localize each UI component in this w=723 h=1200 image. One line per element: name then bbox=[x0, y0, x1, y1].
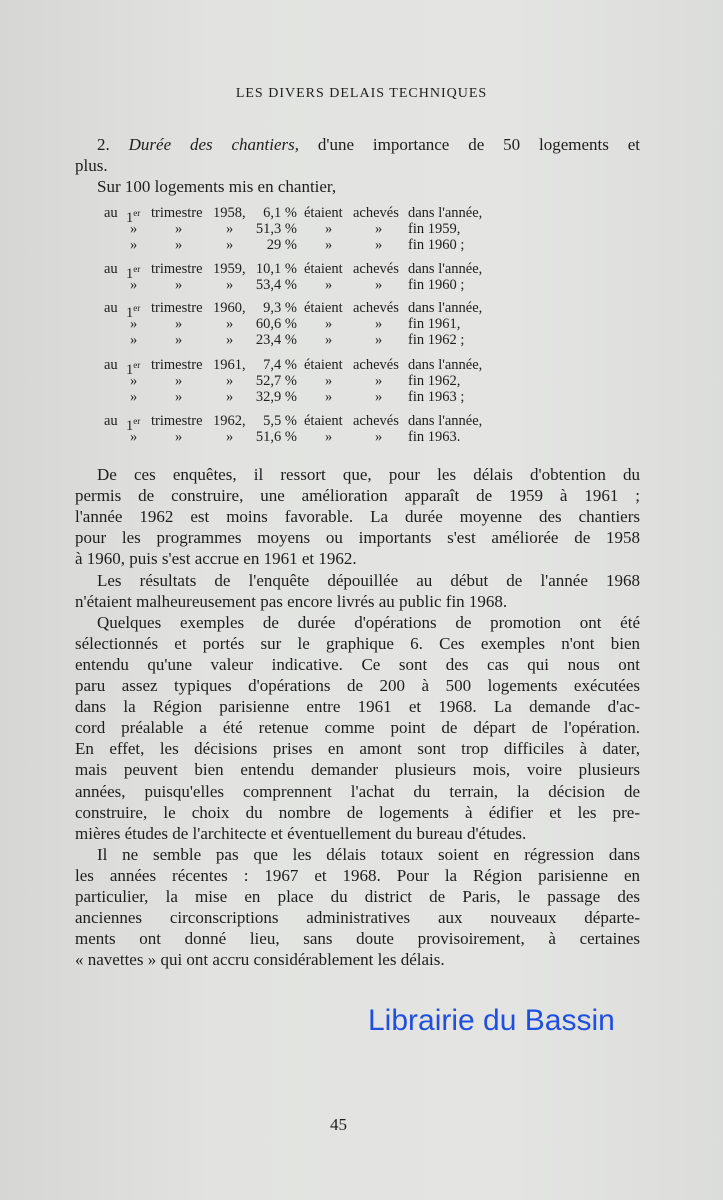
ditto-mark: » bbox=[175, 277, 183, 293]
period: fin 1960 ; bbox=[408, 277, 465, 293]
section-title-continuation: plus. bbox=[75, 156, 108, 175]
percentage: 60,6 % bbox=[255, 316, 297, 332]
ditto-mark: » bbox=[226, 221, 234, 237]
running-head: LES DIVERS DELAIS TECHNIQUES bbox=[235, 86, 488, 101]
paragraph-line: cord préalable a été retenue comme point de départ de l'opération. bbox=[75, 718, 640, 738]
ditto-mark: » bbox=[130, 316, 138, 332]
quarter-word: trimestre bbox=[151, 413, 203, 429]
ditto-mark: » bbox=[325, 277, 333, 293]
paragraph-line: De ces enquêtes, il ressort que, pour les délais d'obtention du bbox=[97, 465, 640, 484]
verb2: achevés bbox=[353, 300, 399, 316]
ditto-mark: » bbox=[130, 389, 138, 405]
ditto-mark: » bbox=[325, 389, 333, 405]
paragraph-line: ments ont donné lieu, sans doute provisoirement, à certaines bbox=[75, 929, 640, 949]
ditto-mark: » bbox=[375, 221, 383, 237]
percentage: 51,3 % bbox=[255, 221, 297, 237]
paragraph-line: pour les programmes moyens ou importants s'est améliorée de 1958 bbox=[75, 528, 640, 548]
ditto-mark: » bbox=[226, 429, 234, 445]
quarter-year: 1962, bbox=[213, 413, 246, 429]
ditto-mark: » bbox=[325, 332, 333, 348]
verb2: achevés bbox=[353, 261, 399, 277]
ditto-mark: » bbox=[325, 373, 333, 389]
ditto-mark: » bbox=[175, 389, 183, 405]
percentage: 5,5 % bbox=[263, 413, 297, 429]
ditto-mark: » bbox=[175, 373, 183, 389]
quarter-prefix: au bbox=[104, 205, 118, 221]
verb: étaient bbox=[304, 261, 343, 277]
ditto-mark: » bbox=[375, 316, 383, 332]
quarter-year: 1960, bbox=[213, 300, 246, 316]
paragraph-line: particulier, la mise en place du district de Paris, le passage des bbox=[75, 887, 640, 906]
period: dans l'année, bbox=[408, 205, 483, 221]
quarter-ordinal: 1er bbox=[126, 303, 141, 321]
table-row bbox=[0, 237, 723, 253]
paragraph-line: années, puisqu'elles comprennent l'achat du terrain, la décision de bbox=[75, 781, 640, 801]
ditto-mark: » bbox=[130, 237, 138, 253]
table-row bbox=[0, 429, 723, 445]
paragraph-line: paru assez typiques d'opérations de 200 à 500 logements exécutées bbox=[75, 676, 640, 695]
verb: étaient bbox=[304, 300, 343, 316]
paragraph-line: Il ne semble pas que les délais totaux soient en régression dans bbox=[97, 844, 640, 864]
period: dans l'année, bbox=[408, 413, 483, 429]
period: fin 1963 ; bbox=[408, 389, 465, 405]
quarter-ordinal: 1er bbox=[126, 264, 141, 282]
table-row bbox=[0, 205, 723, 226]
paragraph-line: mières études de l'architecte et éventuellement du bureau d'études. bbox=[75, 823, 527, 843]
paragraph-line: les années récentes : 1967 et 1968. Pour la Région parisienne en bbox=[75, 865, 640, 885]
quarter-ordinal: 1er bbox=[126, 360, 141, 378]
quarter-year: 1961, bbox=[213, 357, 246, 373]
ditto-mark: » bbox=[375, 237, 383, 253]
ditto-mark: » bbox=[226, 389, 234, 405]
paragraph-line: dans la Région parisienne entre 1961 et 1968. La demande d'ac- bbox=[75, 697, 640, 717]
verb2: achevés bbox=[353, 205, 399, 221]
percentage: 29 % bbox=[266, 237, 297, 253]
period: fin 1963. bbox=[408, 429, 461, 445]
table-row bbox=[0, 261, 723, 282]
quarter-word: trimestre bbox=[151, 357, 203, 373]
ditto-mark: » bbox=[325, 221, 333, 237]
period: fin 1962, bbox=[408, 373, 461, 389]
ditto-mark: » bbox=[175, 429, 183, 445]
ditto-mark: » bbox=[226, 332, 234, 348]
section-heading bbox=[75, 134, 640, 155]
quarter-word: trimestre bbox=[151, 205, 203, 221]
ditto-mark: » bbox=[175, 316, 183, 332]
percentage: 10,1 % bbox=[255, 261, 297, 277]
paragraph-line: mais peuvent bien entendu demander plusieurs mois, voire plusieurs bbox=[75, 760, 640, 780]
quarter-year: 1959, bbox=[213, 261, 246, 277]
ditto-mark: » bbox=[130, 221, 138, 237]
verb2: achevés bbox=[353, 413, 399, 429]
table-row bbox=[0, 221, 723, 237]
table-row bbox=[0, 413, 723, 434]
ditto-mark: » bbox=[325, 237, 333, 253]
quarter-ordinal: 1er bbox=[126, 208, 141, 226]
verb2: achevés bbox=[353, 357, 399, 373]
paragraph-line: permis de construire, une amélioration apparaît de 1959 à 1961 ; bbox=[75, 486, 640, 506]
percentage: 51,6 % bbox=[255, 429, 297, 445]
quarter-year: 1958, bbox=[213, 205, 246, 221]
percentage: 52,7 % bbox=[255, 373, 297, 389]
paragraph-line: sélectionnés et portés sur le graphique 6. Ces exemples n'ont bien bbox=[75, 633, 640, 653]
period: dans l'année, bbox=[408, 300, 483, 316]
quarter-word: trimestre bbox=[151, 300, 203, 316]
ordinal-suffix: er bbox=[133, 303, 141, 313]
ordinal-suffix: er bbox=[133, 416, 141, 426]
percentage: 7,4 % bbox=[263, 357, 297, 373]
paragraph-line: n'étaient malheureusement pas encore livrés au public fin 1968. bbox=[75, 591, 508, 611]
ordinal-suffix: er bbox=[133, 264, 141, 274]
verb: étaient bbox=[304, 205, 343, 221]
paragraph-line: construire, le choix du nombre de logements à édifier et les pre- bbox=[75, 802, 640, 822]
paragraph-line: anciennes circonscriptions administratives aux nouveaux départe- bbox=[75, 908, 640, 928]
ditto-mark: » bbox=[226, 277, 234, 293]
percentage: 23,4 % bbox=[255, 332, 297, 348]
ditto-mark: » bbox=[130, 373, 138, 389]
table-row bbox=[0, 277, 723, 293]
ditto-mark: » bbox=[226, 373, 234, 389]
ditto-mark: » bbox=[226, 237, 234, 253]
watermark: Librairie du Bassin bbox=[368, 1004, 615, 1037]
ditto-mark: » bbox=[375, 429, 383, 445]
ditto-mark: » bbox=[226, 316, 234, 332]
ordinal-suffix: er bbox=[133, 208, 141, 218]
table-row bbox=[0, 316, 723, 332]
table-row bbox=[0, 332, 723, 348]
paragraph-line: En effet, les décisions prises en amont sont trop difficiles à dater, bbox=[75, 739, 640, 759]
percentage: 6,1 % bbox=[263, 205, 297, 221]
quarter-prefix: au bbox=[104, 357, 118, 373]
quarter-prefix: au bbox=[104, 261, 118, 277]
quarter-ordinal: 1er bbox=[126, 416, 141, 434]
paragraph-line: à 1960, puis s'est accrue en 1961 et 1962. bbox=[75, 549, 357, 569]
verb: étaient bbox=[304, 357, 343, 373]
ditto-mark: » bbox=[175, 237, 183, 253]
verb: étaient bbox=[304, 413, 343, 429]
ditto-mark: » bbox=[130, 332, 138, 348]
table-row bbox=[0, 389, 723, 405]
quarter-word: trimestre bbox=[151, 261, 203, 277]
quarter-prefix: au bbox=[104, 300, 118, 316]
table-intro: Sur 100 logements mis en chantier, bbox=[97, 177, 337, 196]
paragraph-line: l'année 1962 est moins favorable. La durée moyenne des chantiers bbox=[75, 507, 640, 527]
ditto-mark: » bbox=[130, 277, 138, 293]
paragraph-line: entendu qu'une valeur indicative. Ce sont des cas qui nous ont bbox=[75, 654, 640, 674]
paragraph-line: Les résultats de l'enquête dépouillée au début de l'année 1968 bbox=[97, 570, 640, 590]
quarter-prefix: au bbox=[104, 413, 118, 429]
ditto-mark: » bbox=[130, 429, 138, 445]
percentage: 32,9 % bbox=[255, 389, 297, 405]
period: fin 1961, bbox=[408, 316, 461, 332]
page-number: 45 bbox=[330, 1115, 347, 1134]
paragraph-line: Quelques exemples de durée d'opérations de promotion ont été bbox=[97, 612, 640, 632]
ditto-mark: » bbox=[175, 332, 183, 348]
section-title-rest: d'une importance de 50 logements et bbox=[317, 135, 641, 154]
ditto-mark: » bbox=[325, 316, 333, 332]
section-number: 2. bbox=[97, 135, 110, 154]
table-row bbox=[0, 300, 723, 321]
section-title: Durée des chantiers, bbox=[128, 135, 300, 154]
period: dans l'année, bbox=[408, 261, 483, 277]
ditto-mark: » bbox=[375, 332, 383, 348]
ditto-mark: » bbox=[175, 221, 183, 237]
ditto-mark: » bbox=[325, 429, 333, 445]
percentage: 9,3 % bbox=[263, 300, 297, 316]
paragraph-line: « navettes » qui ont accru considérablement les délais. bbox=[75, 950, 445, 970]
ordinal-suffix: er bbox=[133, 360, 141, 370]
ditto-mark: » bbox=[375, 277, 383, 293]
ditto-mark: » bbox=[375, 373, 383, 389]
period: dans l'année, bbox=[408, 357, 483, 373]
period: fin 1962 ; bbox=[408, 332, 465, 348]
ditto-mark: » bbox=[375, 389, 383, 405]
period: fin 1959, bbox=[408, 221, 461, 237]
period: fin 1960 ; bbox=[408, 237, 465, 253]
table-row bbox=[0, 357, 723, 378]
table-row bbox=[0, 373, 723, 389]
percentage: 53,4 % bbox=[255, 277, 297, 293]
